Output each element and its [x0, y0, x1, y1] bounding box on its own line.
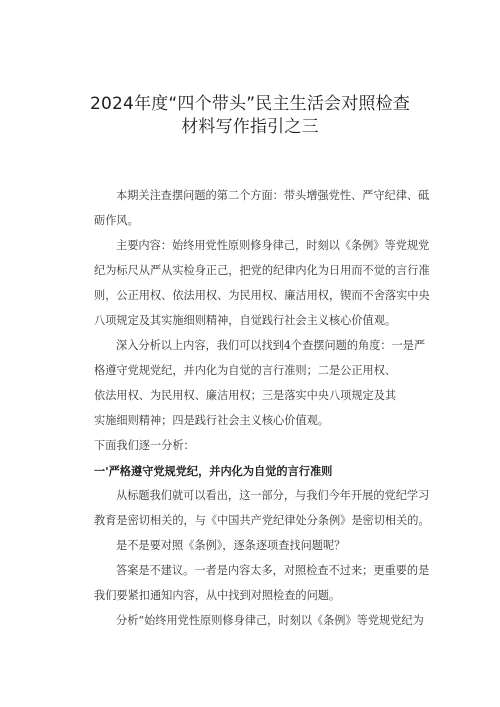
paragraph-line: 主要内容：始终用党性原则修身律己，时刻以《条例》等党规党: [116, 239, 430, 252]
paragraph-line: 下面我们逐一分析：: [94, 439, 195, 452]
section-heading: 一'严格遵守党规党纪，并内化为自觉的言行准则: [94, 464, 333, 478]
paragraph-line: 则，公正用权、依法用权、为民用权、廉洁用权，锲而不舍落实中央: [94, 289, 430, 302]
paragraph-line: 教育是密切相关的，与《中国共产党纪律处分条例》是密切相关的。: [94, 514, 430, 527]
paragraph-line: 本期关注查摆问题的第二个方面：带头增强党性、严守纪律、砥: [116, 189, 430, 202]
paragraph-line: 是不是要对照《条例》，逐条逐项查找问题呢？: [116, 539, 346, 552]
paragraph-line: 依法用权、为民用权、廉洁用权；三是落实中央八项规定及其: [94, 389, 397, 402]
paragraph-line: 纪为标尺从严从实检身正己，把党的纪律内化为日用而不觉的言行准: [94, 264, 430, 277]
document-title-line-2: 材料写作指引之三: [181, 117, 319, 137]
paragraph-line: 实施细则精神；四是践行社会主义核心价值观。: [94, 414, 329, 427]
paragraph-line: 格遵守党规党纪，并内化为自觉的言行准则；二是公正用权、: [94, 364, 397, 377]
paragraph-line: 分析“始终用党性原则修身律己，时刻以《条例》等党规党纪为: [116, 614, 424, 627]
paragraph-line: 答案是不建议。一者是内容太多，对照检查不过来；更重要的是: [116, 564, 430, 577]
paragraph-line: 八项规定及其实施细则精神，自觉践行社会主义核心价值观。: [94, 314, 397, 327]
paragraph-line: 从标题我们就可以看出，这一部分，与我们今年开展的党纪学习: [116, 489, 430, 502]
document-title-line-1: 2024年度“四个带头”民主生活会对照检查: [89, 94, 411, 114]
paragraph-line: 我们要紧扣通知内容，从中找到对照检查的问题。: [94, 589, 341, 602]
paragraph-line: 砺作风。: [94, 214, 139, 227]
paragraph-line: 深入分析以上内容，我们可以找到4个查摆问题的角度：一是严: [116, 339, 426, 352]
